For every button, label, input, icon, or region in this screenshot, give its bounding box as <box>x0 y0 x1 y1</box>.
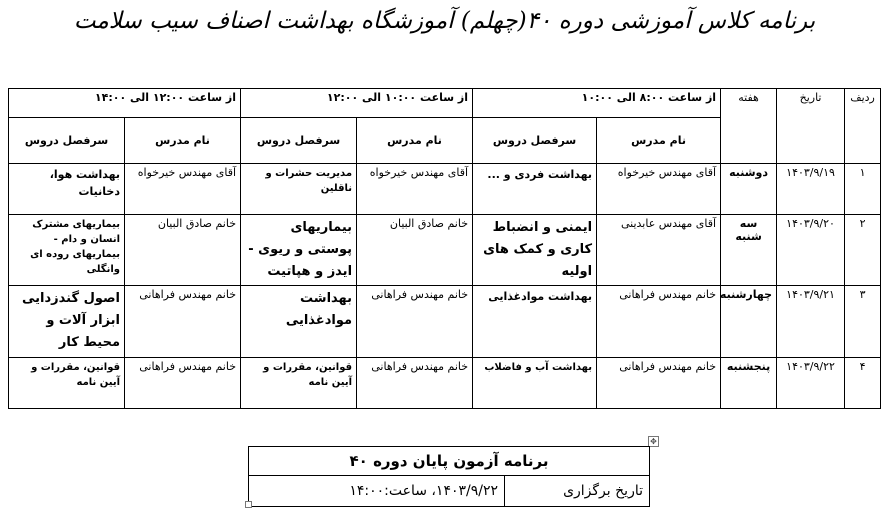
exam-title: برنامه آزمون پایان دوره ۴۰ <box>249 447 650 476</box>
subject-cell: مدیریت حشرات و ناقلین <box>241 164 357 215</box>
table-resize-handle-icon[interactable] <box>245 501 252 508</box>
table-row <box>9 286 881 357</box>
teacher-cell: خانم مهندس فراهانی <box>125 357 241 408</box>
table-row <box>9 164 881 215</box>
subject-column-header: سرفصل دروس <box>9 118 125 164</box>
row-number: ۴ <box>845 357 881 408</box>
slot3-time-header: از ساعت ۱۲:۰۰ الی ۱۴:۰۰ <box>9 89 241 118</box>
schedule-table <box>8 88 881 409</box>
subject-cell: قوانین، مقررات و آیین نامه <box>241 357 357 408</box>
teacher-cell: خانم مهندس فراهانی <box>597 357 721 408</box>
exam-date-label: تاریخ برگزاری <box>505 476 650 507</box>
teacher-column-header: نام مدرس <box>357 118 473 164</box>
subject-cell: بهداشت آب و فاضلاب <box>473 357 597 408</box>
teacher-cell: آقای مهندس عابدینی <box>597 215 721 286</box>
week-header: هفته <box>721 89 777 164</box>
row-day: دوشنبه <box>721 164 777 215</box>
teacher-cell: آقای مهندس خیرخواه <box>597 164 721 215</box>
table-move-handle-icon[interactable]: ✥ <box>648 436 659 447</box>
slot1-time-header: از ساعت ۸:۰۰ الی ۱۰:۰۰ <box>473 89 721 118</box>
teacher-column-header: نام مدرس <box>597 118 721 164</box>
row-number: ۱ <box>845 164 881 215</box>
teacher-cell: خانم مهندس فراهانی <box>125 286 241 357</box>
subject-cell: بیماریهای مشترک انسان و دام - بیماریهای روده ای وانگلی <box>9 215 125 286</box>
slot2-time-header: از ساعت ۱۰:۰۰ الی ۱۲:۰۰ <box>241 89 473 118</box>
table-row <box>9 357 881 408</box>
row-day: سه شنبه <box>721 215 777 286</box>
subject-cell: بهداشت موادغذایی <box>473 286 597 357</box>
subject-cell: بهداشت فردی و ... <box>473 164 597 215</box>
exam-date-value: ۱۴۰۳/۹/۲۲، ساعت:۱۴:۰۰ <box>249 476 505 507</box>
subject-column-header: سرفصل دروس <box>473 118 597 164</box>
date-header: تاریخ <box>777 89 845 164</box>
teacher-cell: آقای مهندس خیرخواه <box>357 164 473 215</box>
subject-cell: ایمنی و انضباط کاری و کمک های اولیه <box>473 215 597 286</box>
row-date: ۱۴۰۳/۹/۲۱ <box>777 286 845 357</box>
row-date: ۱۴۰۳/۹/۲۲ <box>777 357 845 408</box>
teacher-column-header: نام مدرس <box>125 118 241 164</box>
teacher-cell: خانم مهندس فراهانی <box>597 286 721 357</box>
row-number: ۳ <box>845 286 881 357</box>
subject-cell: بهداشت هوا، دخانیات <box>9 164 125 215</box>
teacher-cell: خانم مهندس فراهانی <box>357 357 473 408</box>
row-number-header: ردیف <box>845 89 881 164</box>
row-number: ۲ <box>845 215 881 286</box>
teacher-cell: آقای مهندس خیرخواه <box>125 164 241 215</box>
subject-cell: بیماریهای پوستی و ریوی - ایدز و هپاتیت <box>241 215 357 286</box>
table-row <box>9 215 881 286</box>
teacher-cell: خانم مهندس فراهانی <box>357 286 473 357</box>
subject-column-header: سرفصل دروس <box>241 118 357 164</box>
teacher-cell: خانم صادق البیان <box>125 215 241 286</box>
teacher-cell: خانم صادق البیان <box>357 215 473 286</box>
subject-cell: بهداشت موادغذایی <box>241 286 357 357</box>
document-title: برنامه کلاس آموزشی دوره ۴۰(چهلم) آموزشگاه بهداشت اصناف سیب سلامت <box>73 8 816 34</box>
row-date: ۱۴۰۳/۹/۱۹ <box>777 164 845 215</box>
subject-cell: قوانین، مقررات و آیین نامه <box>9 357 125 408</box>
row-day: چهارشنبه <box>721 286 777 357</box>
row-day: پنجشنبه <box>721 357 777 408</box>
subject-cell: اصول گندزدایی ابزار آلات و محیط کار <box>9 286 125 357</box>
row-date: ۱۴۰۳/۹/۲۰ <box>777 215 845 286</box>
exam-table <box>248 446 650 507</box>
